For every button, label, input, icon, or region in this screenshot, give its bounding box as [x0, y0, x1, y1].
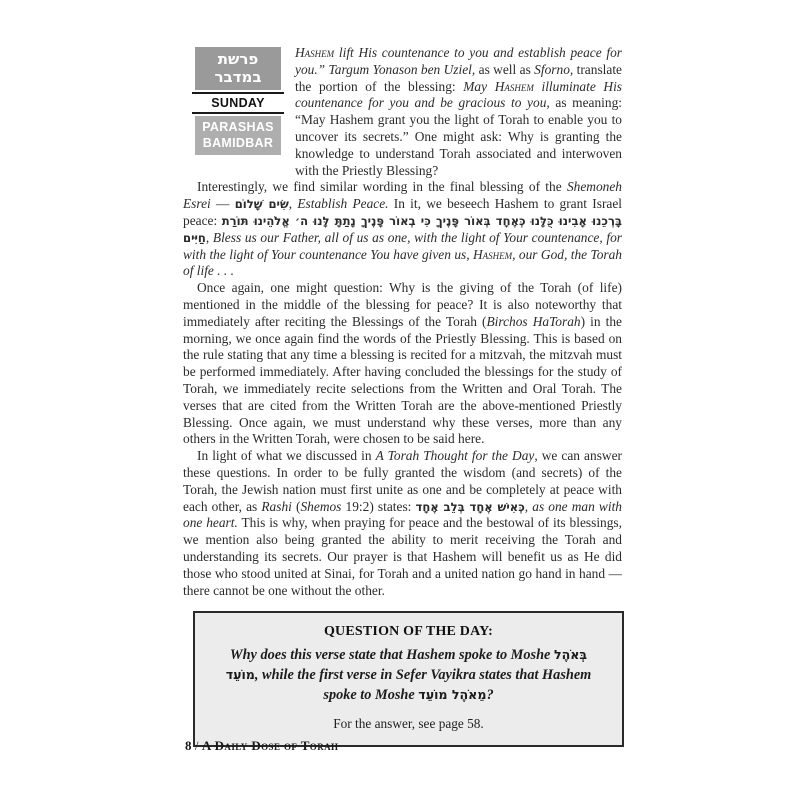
page-number: 8	[185, 738, 192, 753]
page-footer	[185, 738, 338, 754]
question-text: Why does this verse state that Hashem spoke to Moshe בְּאֹהֶל מוֹעֵד, while the first verse in Sefer Vayikra states that Hashem spoke to Moshe מֵאֹהֶל מוֹעֵד?	[225, 647, 592, 704]
opening-paragraph	[183, 45, 622, 179]
body-paragraph: In light of what we discussed in A Torah Thought for the Day, we can answer these questions. In order to be fully granted the wisdom (and secrets) of the Torah, the Jewish nation must first unite as one and be completely at peace with each other, as Rashi (Shemos 19:2) states: כְּאִישׁ אֶחָד בְּלֵב אֶחָד, as one man with one heart. This is why, when praying for peace and the bestowal of its blessings, we mention also being granted the ability to merit receiving the Torah and understanding its secrets. Our prayer is that Hashem will benefit us as He did those who stood united at Sinai, for Torah and a united nation go hand in hand — there cannot be one without the other.	[183, 448, 622, 598]
paragraph-text: Hashem lift His countenance to you and establish peace for you.” Targum Yonason ben Uziel, as well as Sforno, translate the portion of the blessing: May Hashem illuminate His countenance for you and be gracious to you, as meaning: “May Hashem grant you the light of Torah to enable you to uncover its secrets.” One might ask: Why is granting the knowledge to understand Torah associated and interwoven with the Priestly Blessing?	[295, 45, 622, 178]
question-title: QUESTION OF THE DAY:	[323, 624, 494, 640]
day-label: SUNDAY	[192, 92, 284, 114]
parashah-hebrew-line-1: פרשת	[217, 50, 259, 68]
sidebar	[195, 47, 281, 155]
parashas-line-2: BAMIDBAR	[202, 136, 274, 150]
question-of-the-day-box	[193, 611, 624, 747]
answer-reference: For the answer, see page 58.	[333, 716, 484, 732]
footer-separator: /	[194, 738, 199, 753]
parashas-line-1: PARASHAS	[202, 120, 274, 134]
parashah-hebrew-box	[195, 47, 281, 90]
page-content	[183, 45, 622, 747]
parashah-hebrew-line-2: במדבר	[214, 68, 262, 86]
parashas-box	[195, 116, 281, 155]
body-paragraph: Interestingly, we find similar wording in the final blessing of the Shemoneh Esrei — שִׂים שָׁלוֹם, Establish Peace. In it, we beseech Hashem to grant Israel peace: בָּרְכֵנוּ אָבִינוּ כֻּלָּנוּ כְּאֶחָד בְּאוֹר פָּנֶיךָ כִּי בְאוֹר פָּנֶיךָ נָתַתָּ לָּנוּ ה׳ אֱלֹהֵינוּ תּוֹרַת חַיִּים, Bless us our Father, all of us as one, with the light of Your countenance, for with the light of Your countenance You have given us, Hashem, our God, the Torah of life . . .	[183, 179, 623, 279]
footer-book-title: A Daily Dose of Torah	[201, 738, 339, 753]
body-paragraph: Once again, one might question: Why is the giving of the Torah (of life) mentioned in the middle of the blessing for peace? It is also noteworthy that immediately after reciting the Blessings of the Torah (Birchos HaTorah) in the morning, we once again find the words of the Priestly Blessing. This is based on the rule stating that any time a blessing is recited for a mitzvah, the mitzvah must be performed immediately. After having concluded the blessings for the study of Torah, we immediately recite selections from the Written and Oral Torah. The verses that are cited from the Written Torah are the above-mentioned Priestly Blessing. Once again, we must understand why these verses, more than any others in the Written Torah, were chosen to be said here.	[183, 280, 622, 447]
